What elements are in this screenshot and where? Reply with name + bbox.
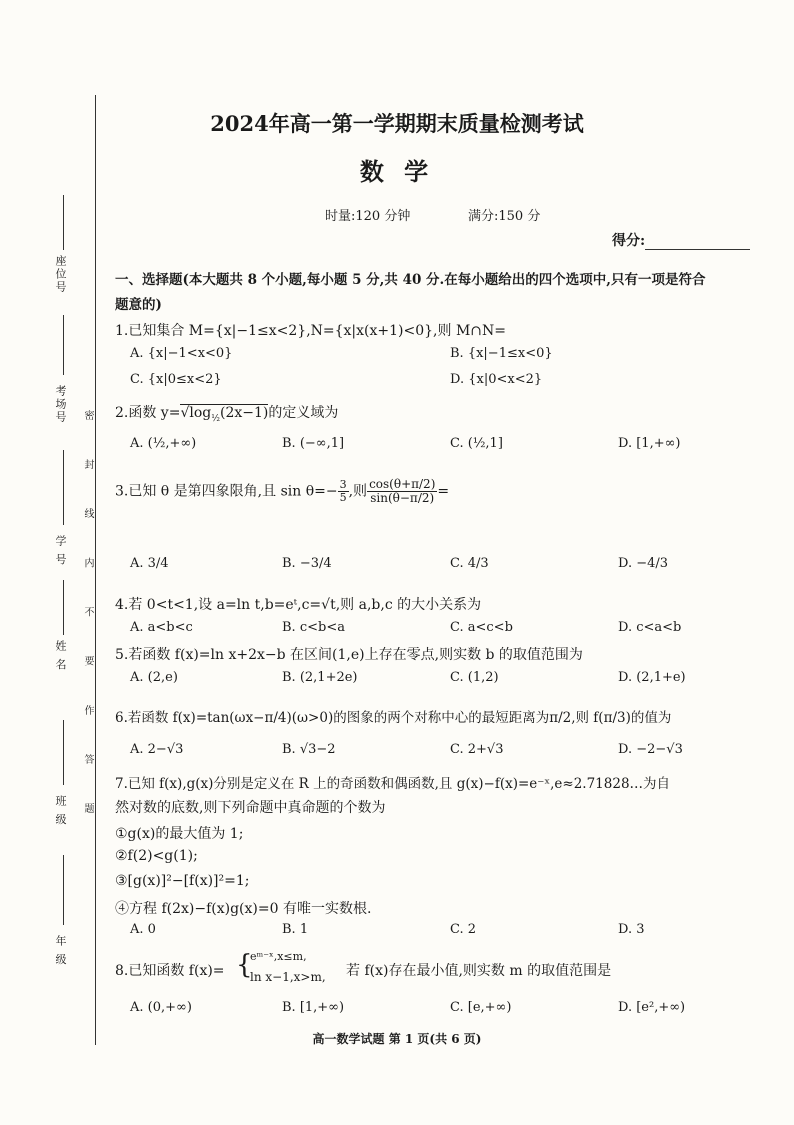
q7-stem: 7.已知 f(x),g(x)分别是定义在 R 上的奇函数和偶函数,且 g(x)−f(x)=e⁻ˣ,e≈2.71828…为自 <box>115 776 671 792</box>
q4-option-d: D. c<a<b <box>618 620 682 635</box>
grade-blank <box>63 855 64 925</box>
section-heading: 一、选择题(本大题共 8 个小题,每小题 5 分,共 40 分.在每小题给出的四个选项中,只有一项是符合 <box>115 272 706 288</box>
q1-option-c: C. {x|0≤x<2} <box>130 372 222 387</box>
student-no-blank <box>63 450 64 525</box>
q5-option-b: B. (2,1+2e) <box>282 670 358 685</box>
class-label: 班 级 <box>54 795 67 827</box>
q3-ratio-num: cos(θ+π/2) <box>369 477 436 491</box>
q6-option-a: A. 2−√3 <box>130 742 184 757</box>
q1-option-a: A. {x|−1<x<0} <box>130 346 233 361</box>
time-limit: 时量:120 分钟 <box>325 209 411 224</box>
section-heading-cont: 题意的) <box>115 297 162 313</box>
q5-option-c: C. (1,2) <box>450 670 499 685</box>
full-score: 满分:150 分 <box>468 209 541 224</box>
page-footer: 高一数学试题 第 1 页(共 6 页) <box>312 1032 482 1046</box>
q3-stem-b: ,则 <box>348 483 368 500</box>
q2-log: log <box>189 405 212 421</box>
q3-option-d: D. −4/3 <box>618 556 669 571</box>
q8-stem-b: 若 f(x)存在最小值,则实数 m 的取值范围是 <box>346 963 612 979</box>
class-blank <box>63 720 64 785</box>
q8-option-d: D. [e²,+∞) <box>618 1000 686 1015</box>
seat-label: 座位号 <box>54 255 67 294</box>
binding-line <box>95 95 96 1045</box>
student-no-label: 学 号 <box>54 535 67 567</box>
q7-stem-cont: 然对数的底数,则下列命题中真命题的个数为 <box>115 800 386 816</box>
q7-option-b: B. 1 <box>282 922 309 937</box>
q5-option-d: D. (2,1+e) <box>618 670 686 685</box>
seal-warning: 密 封 线 内 不 要 作 答 题 <box>82 410 93 832</box>
q7-item-4: ④方程 f(2x)−f(x)g(x)=0 有唯一实数根. <box>115 901 372 917</box>
q8-case-1: eᵐ⁻ˣ,x≤m, <box>250 950 307 963</box>
name-blank <box>63 580 64 635</box>
q6-stem: 6.若函数 f(x)=tan(ωx−π/4)(ω>0)的图象的两个对称中心的最短距离为π/2,则 f(π/3)的值为 <box>115 710 672 726</box>
q6-option-b: B. √3−2 <box>282 742 336 757</box>
q3-sin-fraction <box>338 479 349 504</box>
q2-stem-b: 的定义域为 <box>268 405 339 421</box>
q2-log-base: ½ <box>211 413 220 424</box>
q3-sin-den: 5 <box>339 491 347 505</box>
q8-brace: { <box>236 950 253 980</box>
q3-option-b: B. −3/4 <box>282 556 332 571</box>
q5-option-a: A. (2,e) <box>130 670 178 685</box>
q7-option-c: C. 2 <box>450 922 477 937</box>
q4-option-b: B. c<b<a <box>282 620 345 635</box>
q2-stem-a: 2.函数 y= <box>115 405 181 421</box>
q3-ratio-den: sin(θ−π/2) <box>370 491 435 506</box>
score-label: 得分: <box>612 233 646 249</box>
q2-log-arg: (2x−1) <box>219 405 269 421</box>
q3-stem-a: 3.已知 θ 是第四象限角,且 sin θ=− <box>115 483 338 500</box>
q1-option-b: B. {x|−1≤x<0} <box>450 346 553 361</box>
q7-option-a: A. 0 <box>130 922 156 937</box>
q2-stem <box>115 402 338 424</box>
q7-item-2: ②f(2)<g(1); <box>115 848 198 864</box>
q2-option-b: B. (−∞,1] <box>282 436 345 451</box>
q7-item-3: ③[g(x)]²−[f(x)]²=1; <box>115 873 250 889</box>
score-blank <box>645 235 750 250</box>
q2-sqrt: $√\log_{\frac{1}{2}}(2x-1)$ <box>180 405 269 424</box>
q8-option-b: B. [1,+∞) <box>282 1000 345 1015</box>
q2-option-d: D. [1,+∞) <box>618 436 681 451</box>
q3-stem-c: = <box>437 483 450 500</box>
q6-option-c: C. 2+√3 <box>450 742 504 757</box>
q7-option-d: D. 3 <box>618 922 645 937</box>
q6-option-d: D. −2−√3 <box>618 742 683 757</box>
score-field <box>612 230 750 250</box>
exam-title: 2024年高一第一学期期末质量检测考试 <box>210 111 584 136</box>
q4-option-c: C. a<c<b <box>450 620 513 635</box>
q2-option-a: A. (½,+∞) <box>130 436 197 451</box>
q3-sin-num: 3 <box>339 478 347 492</box>
q1-option-d: D. {x|0<x<2} <box>450 372 543 387</box>
q8-option-a: A. (0,+∞) <box>130 1000 192 1015</box>
q7-item-1: ①g(x)的最大值为 1; <box>115 826 244 842</box>
q8-case-2: ln x−1,x>m, <box>250 970 326 984</box>
grade-label: 年 级 <box>54 935 67 967</box>
q1-stem: 1.已知集合 M={x|−1≤x<2},N={x|x(x+1)<0},则 M∩N= <box>115 323 506 339</box>
subject-title: 数 学 <box>359 157 435 186</box>
q4-option-a: A. a<b<c <box>130 620 193 635</box>
q3-stem <box>115 478 449 505</box>
room-blank <box>63 315 64 375</box>
seat-blank <box>63 195 64 250</box>
q3-option-a: A. 3/4 <box>130 556 169 571</box>
name-label: 姓 名 <box>54 640 67 672</box>
q3-ratio-fraction <box>367 478 437 505</box>
q4-stem: 4.若 0<t<1,设 a=ln t,b=eᵗ,c=√t,则 a,b,c 的大小关系为 <box>115 597 482 613</box>
q8-stem-a: 8.已知函数 f(x)= <box>115 963 225 979</box>
q3-option-c: C. 4/3 <box>450 556 489 571</box>
q2-option-c: C. (½,1] <box>450 436 503 451</box>
q8-option-c: C. [e,+∞) <box>450 1000 512 1015</box>
room-label: 考场号 <box>54 385 67 424</box>
q5-stem: 5.若函数 f(x)=ln x+2x−b 在区间(1,e)上存在零点,则实数 b 的取值范围为 <box>115 647 583 663</box>
